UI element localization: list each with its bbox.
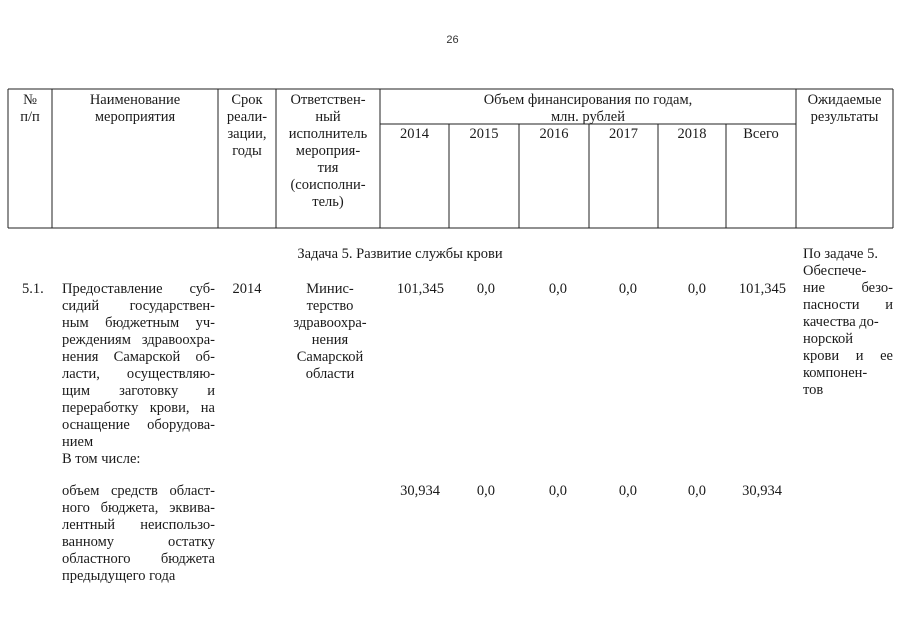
- row1-value-total: 101,345: [738, 281, 786, 297]
- header-results-line: Ожидаемые: [807, 92, 882, 108]
- row1-executor-line: терство: [306, 298, 354, 314]
- header-number-line: №: [23, 92, 37, 108]
- row1-executor-line: нения: [311, 332, 349, 348]
- row1-name-line: сидий государствен-: [62, 298, 215, 314]
- header-number-line: п/п: [20, 109, 40, 125]
- row1-name-line: реждениям здравоохра-: [62, 332, 215, 348]
- header-name-line: Наименование: [89, 92, 181, 108]
- results-line: пасности и: [803, 297, 893, 313]
- page-number: 26: [446, 34, 459, 46]
- header-funding-cell: [380, 92, 796, 126]
- header-term-line: реали-: [226, 109, 268, 125]
- row1-term: 2014: [232, 281, 262, 297]
- row1-value-2016: 0,0: [548, 281, 567, 297]
- header-year-2017: 2017: [609, 126, 638, 142]
- task-title: Задача 5. Развитие службы крови: [297, 246, 503, 262]
- row2-name-line: объем средств област-: [62, 483, 215, 499]
- row1-name-line: переработку крови, на: [62, 400, 215, 416]
- header-year-2014: 2014: [400, 126, 429, 142]
- row2-value-total: 30,934: [742, 483, 782, 499]
- expected-results: [803, 246, 893, 399]
- header-executor-line: тель): [312, 194, 344, 210]
- header-number-cell: [8, 92, 52, 126]
- row2-value-2016: 0,0: [548, 483, 567, 499]
- header-term-line: годы: [232, 143, 262, 159]
- row1-executor-line: Минис-: [306, 281, 354, 297]
- row1-name-line: ным бюджетным уч-: [62, 315, 215, 331]
- row2-value-2014: 30,934: [400, 483, 440, 499]
- row1-name-line: щим заготовку и: [62, 383, 215, 399]
- results-line: компонен-: [803, 365, 868, 381]
- results-line: тов: [803, 382, 824, 398]
- header-executor-line: ный: [315, 109, 341, 125]
- header-executor-line: мероприя-: [295, 143, 361, 159]
- header-executor-line: тия: [317, 160, 339, 176]
- row1-name-line: нием: [62, 434, 94, 450]
- row1-executor-line: здравоохра-: [293, 315, 367, 331]
- row1-name-line: нения Самарской об-: [62, 349, 215, 365]
- row1-value-2018: 0,0: [687, 281, 706, 297]
- header-funding-line: Объем финансирования по годам,: [483, 92, 693, 108]
- row2-name-line: лентный неиспользо-: [62, 517, 215, 533]
- header-executor-line: Ответствен-: [290, 92, 366, 108]
- header-executor-cell: [276, 92, 380, 211]
- row1-executor: [282, 281, 378, 383]
- header-executor-line: (соисполни-: [290, 177, 366, 193]
- header-year-2015: 2015: [469, 126, 499, 142]
- results-line: По задаче 5.: [803, 246, 878, 262]
- row2-value-2017: 0,0: [618, 483, 637, 499]
- header-results-line: результаты: [810, 109, 879, 125]
- results-line: ние безо-: [803, 280, 893, 296]
- results-line: качества до-: [803, 314, 879, 330]
- header-term-cell: [218, 92, 276, 160]
- row1-name-line: оснащение оборудова-: [62, 417, 215, 433]
- row2-value-2018: 0,0: [687, 483, 706, 499]
- row1-name-line: В том числе:: [62, 451, 141, 467]
- header-results-cell: [796, 92, 893, 126]
- row2-name-line: предыдущего года: [62, 568, 176, 584]
- row2-name-line: областного бюджета: [62, 551, 215, 567]
- row2-name-line: ного бюджета, эквива-: [62, 500, 215, 516]
- header-funding-line: млн. рублей: [551, 109, 625, 125]
- row-number: 5.1.: [22, 281, 44, 297]
- row1-executor-line: Самарской: [296, 349, 364, 365]
- row1-name-line: Предоставление суб-: [62, 281, 215, 297]
- results-line: норской: [803, 331, 854, 347]
- results-line: Обеспече-: [803, 263, 867, 279]
- header-year-2016: 2016: [539, 126, 569, 142]
- row1-name-line: ласти, осуществляю-: [62, 366, 215, 382]
- header-term-line: зации,: [227, 126, 267, 142]
- header-executor-line: исполнитель: [288, 126, 368, 142]
- header-name-line: мероприятия: [94, 109, 176, 125]
- row1-value-2014: 101,345: [396, 281, 444, 297]
- row1-value-2015: 0,0: [476, 281, 495, 297]
- row2-value-2015: 0,0: [476, 483, 495, 499]
- header-name-cell: [52, 92, 218, 126]
- results-line: крови и ее: [803, 348, 893, 364]
- row1-value-2017: 0,0: [618, 281, 637, 297]
- header-year-total: Всего: [743, 126, 779, 142]
- header-year-2018: 2018: [677, 126, 707, 142]
- row1-executor-line: области: [305, 366, 355, 382]
- header-term-line: Срок: [231, 92, 263, 108]
- row2-name: [62, 483, 215, 585]
- row2-name-line: ванному остатку: [62, 534, 215, 550]
- row1-name: [62, 281, 215, 468]
